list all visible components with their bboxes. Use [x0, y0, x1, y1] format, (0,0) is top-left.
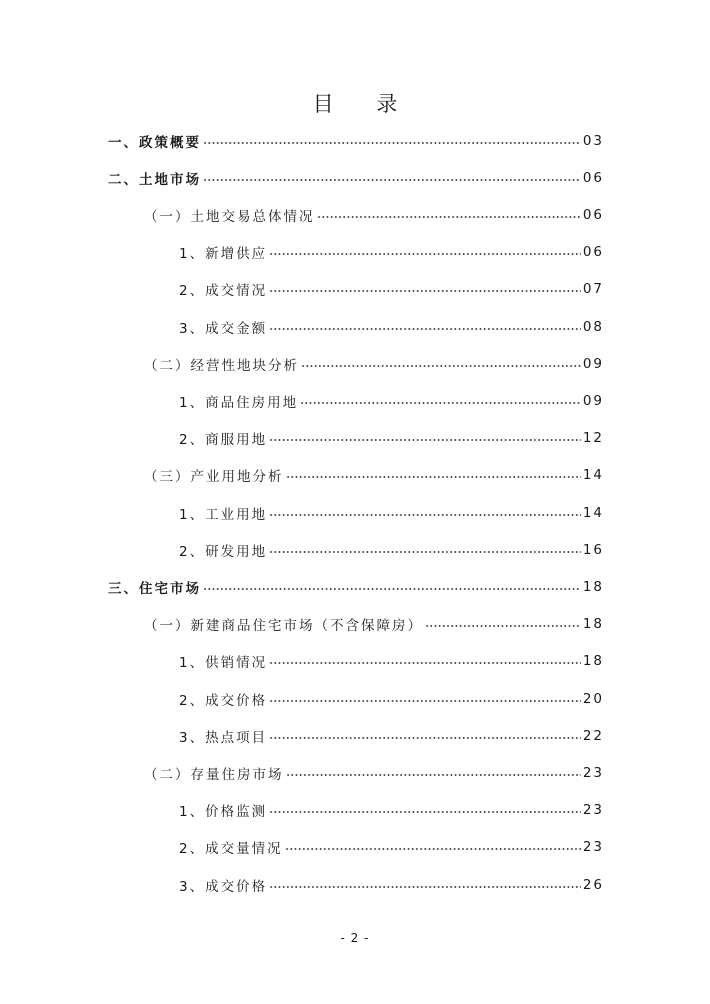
dot-leader [269, 737, 581, 739]
dot-leader [269, 439, 581, 441]
toc-entry-label: 2、成交情况 [179, 283, 268, 300]
toc-entry[interactable] [144, 606, 604, 643]
toc-entry-label: （二）经营性地块分析 [144, 357, 299, 374]
toc-entry-label: 二、土地市场 [108, 171, 201, 188]
dot-leader [269, 700, 581, 702]
toc-entry-page: 09 [582, 392, 604, 409]
toc-entry[interactable] [108, 122, 604, 159]
toc-entry-label: （一）新建商品住宅市场（不含保障房） [144, 618, 423, 635]
toc-entry-page: 07 [582, 281, 604, 298]
dot-leader [269, 514, 581, 516]
toc-entry[interactable] [179, 234, 604, 271]
toc-entry[interactable] [179, 866, 604, 903]
toc-entry[interactable] [179, 382, 604, 419]
toc-entry-label: 2、研发用地 [179, 543, 268, 560]
toc-entry-page: 18 [582, 653, 604, 670]
toc-entry[interactable] [179, 829, 604, 866]
toc-entry-label: 2、成交量情况 [179, 841, 283, 858]
toc-entry[interactable] [179, 643, 604, 680]
toc-entry-label: 3、成交金额 [179, 320, 268, 337]
toc-entry-label: 1、供销情况 [179, 655, 268, 672]
dot-leader [203, 179, 581, 181]
page-footer-number: - 2 - [340, 931, 370, 945]
dot-leader [285, 848, 581, 850]
toc-entry[interactable] [179, 420, 604, 457]
dot-leader [317, 216, 581, 218]
dot-leader [269, 551, 581, 553]
toc-entry-page: 18 [582, 616, 604, 633]
toc-entry[interactable] [179, 717, 604, 754]
page-title: 目 录 [312, 92, 416, 116]
toc-entry[interactable] [144, 754, 604, 791]
toc-entry-page: 26 [582, 876, 604, 893]
toc-entry-label: （一）土地交易总体情况 [144, 208, 315, 225]
toc-entry-page: 06 [582, 206, 604, 223]
toc-entry[interactable] [179, 531, 604, 568]
toc-entry-page: 23 [582, 802, 604, 819]
toc-entry-page: 06 [582, 244, 604, 261]
toc-entry[interactable] [179, 792, 604, 829]
dot-leader [203, 142, 581, 144]
toc-entry-label: 1、商品住房用地 [179, 394, 299, 411]
toc-entry-label: 2、商服用地 [179, 432, 268, 449]
dot-leader [425, 625, 581, 627]
toc-entry[interactable] [144, 196, 604, 233]
dot-leader [269, 662, 581, 664]
toc-entry-page: 14 [582, 504, 604, 521]
dot-leader [269, 886, 581, 888]
toc-entry-page: 08 [582, 318, 604, 335]
toc-entry-label: 1、工业用地 [179, 506, 268, 523]
toc-entry[interactable] [108, 159, 604, 196]
dot-leader [269, 290, 581, 292]
toc-entry-label: 3、热点项目 [179, 729, 268, 746]
toc-entry-page: 12 [582, 430, 604, 447]
dot-leader [286, 774, 581, 776]
toc-entry[interactable] [179, 494, 604, 531]
dot-leader [286, 476, 581, 478]
toc-entry-page: 22 [582, 727, 604, 744]
toc-entry-label: 2、成交价格 [179, 692, 268, 709]
toc-entry-page: 20 [582, 690, 604, 707]
toc-entry[interactable] [144, 457, 604, 494]
toc-entry[interactable] [108, 568, 604, 605]
toc-entry-page: 06 [582, 169, 604, 186]
toc-entry-page: 09 [582, 355, 604, 372]
toc-entry-label: 1、新增供应 [179, 246, 268, 263]
toc-entry-page: 23 [582, 839, 604, 856]
toc-entry[interactable] [144, 345, 604, 382]
dot-leader [269, 253, 581, 255]
toc-entry-page: 03 [582, 132, 604, 149]
toc-entry[interactable] [179, 680, 604, 717]
toc-entry-page: 16 [582, 541, 604, 558]
toc-entry-label: （三）产业用地分析 [144, 469, 284, 486]
toc-entry-page: 18 [582, 578, 604, 595]
dot-leader [301, 365, 581, 367]
dot-leader [203, 588, 581, 590]
toc-entry-label: （二）存量住房市场 [144, 766, 284, 783]
toc-entry-label: 1、价格监测 [179, 804, 268, 821]
dot-leader [269, 811, 581, 813]
dot-leader [269, 328, 581, 330]
toc-entry-label: 3、成交价格 [179, 878, 268, 895]
toc-entry[interactable] [179, 308, 604, 345]
toc-entry-label: 一、政策概要 [108, 134, 201, 151]
dot-leader [300, 402, 581, 404]
toc-entry-page: 14 [582, 467, 604, 484]
toc-entry-label: 三、住宅市场 [108, 580, 201, 597]
toc-entry-page: 23 [582, 764, 604, 781]
toc-entry[interactable] [179, 271, 604, 308]
